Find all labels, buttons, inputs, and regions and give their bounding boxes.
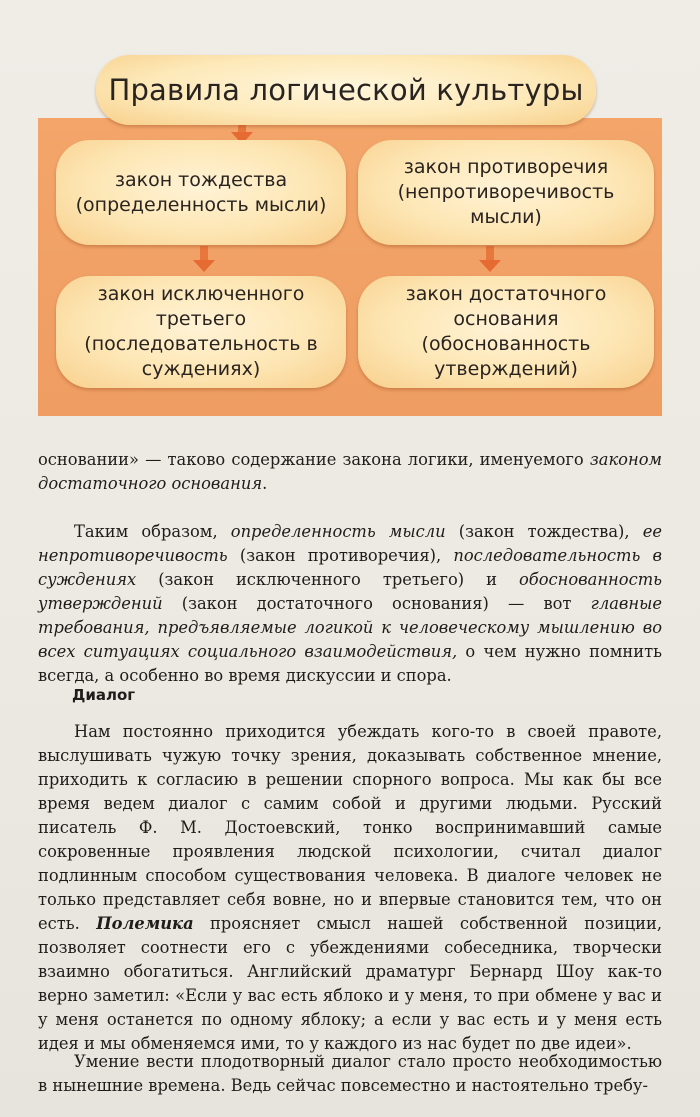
paragraph-summary bbox=[38, 520, 662, 688]
paragraph-dialog-skill: Умение вести плодотворный диалог стало просто необходимостью в нынешние времена. Ведь сейчас повсеместно и настоятельно требу- bbox=[38, 1052, 662, 1095]
p3-text-b: проясняет смысл нашей собственной позиции, позволяет соотнести его с убеждениями собеседника, творчески взаимно обогатиться. Английский драматург Бернард Шоу как-то верно заметил: «Если у вас есть яблоко и у меня, то при обмене у вас и у меня останется по одному яблоку; а если у вас есть и у меня есть идея и мы обменяемся ими, то у каждого из нас будет по две идеи». bbox=[38, 914, 663, 1053]
p2-text-b: (закон тождества), bbox=[445, 522, 643, 541]
law-sufficient-reason-node bbox=[358, 276, 654, 388]
diagram-title bbox=[96, 55, 596, 125]
law-excluded-middle-node bbox=[56, 276, 346, 388]
arrow-left-row1-to-row2 bbox=[193, 260, 215, 272]
law-identity-text: закон тождества (определенность мысли) bbox=[75, 168, 327, 216]
law-sufficient-reason-text: закон достаточного основания (обоснованность утверждений) bbox=[405, 283, 607, 380]
p2-text-d: (закон исключенного третьего) и bbox=[136, 570, 519, 589]
p2-text-e: (закон достаточного основания) — вот bbox=[162, 594, 591, 613]
p3-text-a: Нам постоянно приходится убеждать кого-то в своей правоте, выслушивать чужую точку зрения, доказывать собственное мнение, приходить к согласию в решении спорного вопроса. Мы как бы все время ведем диалог с самим собой и другими людьми. Русский писатель Ф. М. Достоевский, тонко воспринимавший самые сокровенные проявления людской психологии, считал диалог подлинным способом существования человека. В диалоге человек не только представляет себя вовне, но и впервые становится тем, что он есть. bbox=[38, 722, 662, 933]
p2-emphasis-3: последовательность в суждениях bbox=[38, 546, 663, 589]
law-excluded-middle-text: закон исключенного третьего (последовательность в суждениях) bbox=[84, 283, 318, 380]
law-contradiction-text: закон противоречия (непротиворечивость мысли) bbox=[397, 156, 615, 228]
p2-text-f: о чем нужно помнить всегда, а особенно во время дискуссии и спора. bbox=[38, 642, 662, 685]
law-contradiction-node bbox=[358, 140, 654, 245]
law-identity-node bbox=[56, 140, 346, 245]
p1-emphasis: законом достаточного основания bbox=[38, 450, 662, 493]
arrow-right-row1-to-row2 bbox=[479, 260, 501, 272]
diagram-title-text: Правила логической культуры bbox=[108, 73, 584, 107]
p2-emphasis-1: определенность мысли bbox=[230, 522, 446, 541]
p1-text-a: основании» — таково содержание закона логики, именуемого bbox=[38, 450, 590, 469]
p2-text-a: Таким образом, bbox=[74, 522, 231, 541]
p2-emphasis-4: обоснованность утверждений bbox=[38, 570, 662, 613]
p2-emphasis-2: ее непротиворечивость bbox=[38, 522, 662, 565]
p3-term-polemic: Полемика bbox=[96, 914, 194, 933]
paragraph-sufficient-reason bbox=[38, 448, 662, 496]
section-heading-dialog: Диалог bbox=[72, 686, 136, 704]
p2-text-c: (закон противоречия), bbox=[227, 546, 454, 565]
p1-text-b: . bbox=[262, 474, 268, 493]
p2-emphasis-5: главные требования, предъявляемые логикой к человеческому мышлению во всех ситуациях социального взаимодействия, bbox=[38, 594, 662, 661]
paragraph-dialog bbox=[38, 720, 662, 1056]
